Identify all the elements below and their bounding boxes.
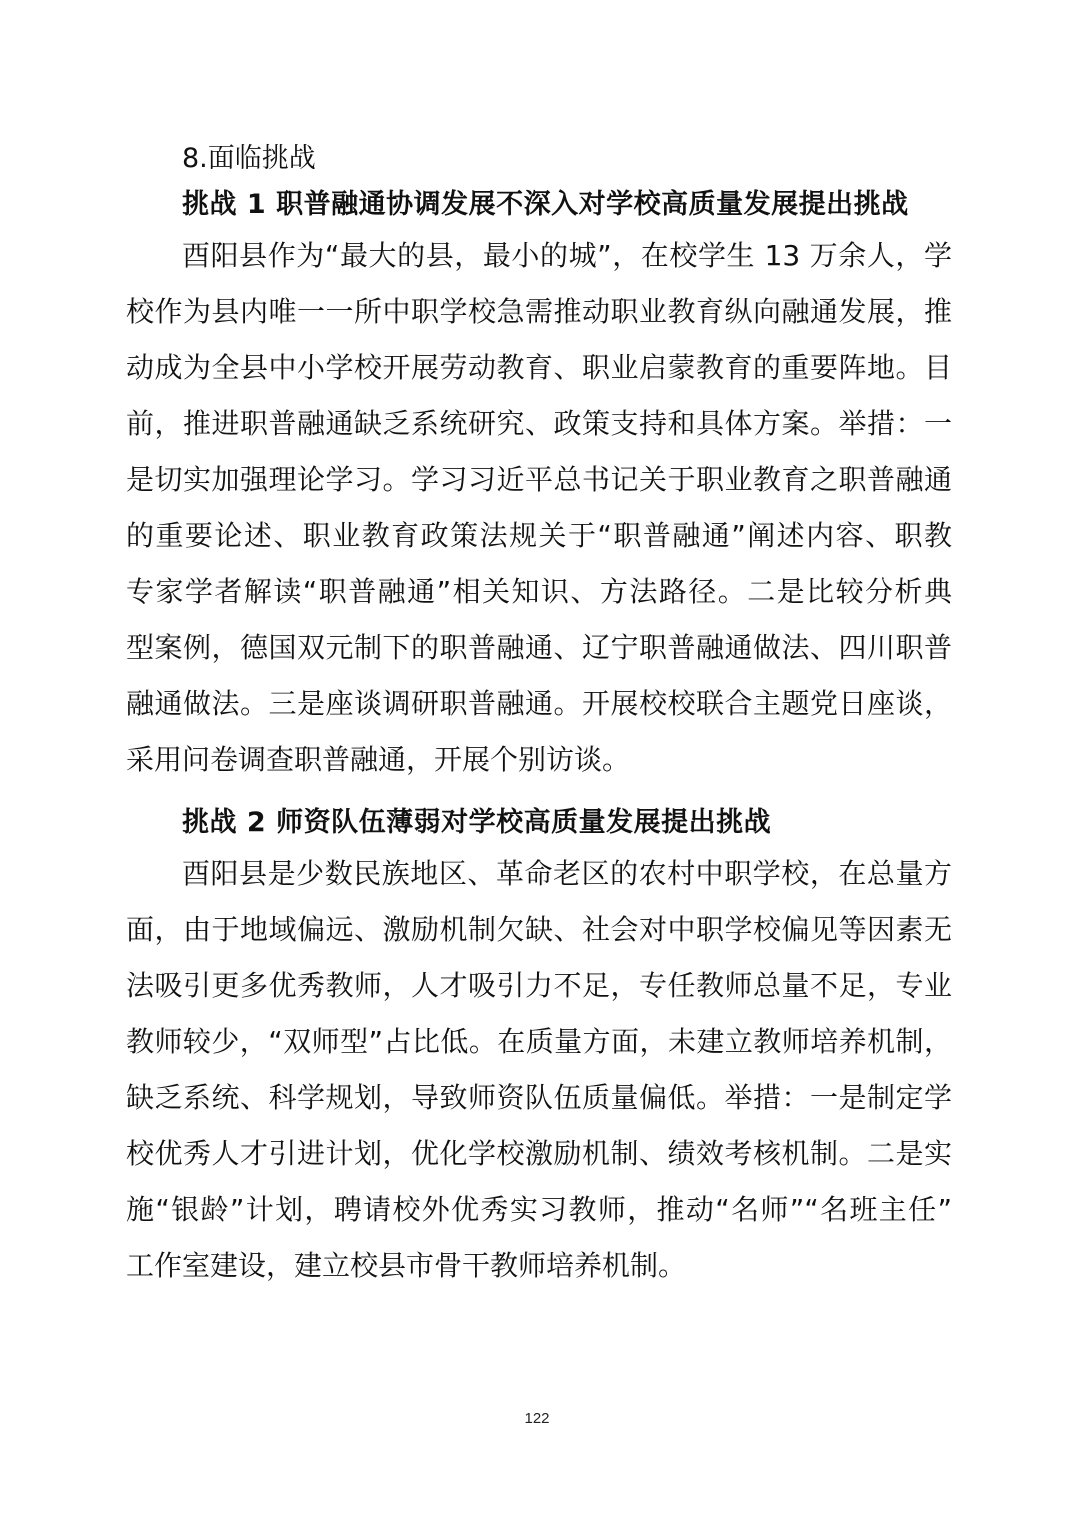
paragraph-line: 融通做法。三是座谈调研职普融通。开展校校联合主题党日座谈，	[126, 687, 952, 720]
paragraph-line: 采用问卷调查职普融通，开展个别访谈。	[126, 743, 631, 776]
challenge-2-paragraph	[126, 846, 952, 1294]
body-text	[126, 136, 952, 1294]
paragraph-line: 酉阳县作为“最大的县，最小的城”，在校学生 13 万余人，学	[182, 239, 952, 272]
challenge-2-title: 挑战 2 师资队伍薄弱对学校高质量发展提出挑战	[182, 807, 772, 838]
paragraph-line: 的重要论述、职业教育政策法规关于“职普融通”阐述内容、职教	[126, 519, 952, 552]
paragraph-line: 前，推进职普融通缺乏系统研究、政策支持和具体方案。举措：一	[126, 407, 952, 440]
paragraph-line: 型案例，德国双元制下的职普融通、辽宁职普融通做法、四川职普	[126, 631, 952, 664]
page-number: 122	[524, 1410, 550, 1427]
paragraph-line: 法吸引更多优秀教师，人才吸引力不足，专任教师总量不足，专业	[126, 969, 952, 1002]
paragraph-line: 动成为全县中小学校开展劳动教育、职业启蒙教育的重要阵地。目	[126, 351, 952, 384]
challenge-1-title: 挑战 1 职普融通协调发展不深入对学校高质量发展提出挑战	[182, 189, 909, 220]
paragraph-line: 校优秀人才引进计划，优化学校激励机制、绩效考核机制。二是实	[126, 1137, 952, 1170]
paragraph-line: 缺乏系统、科学规划，导致师资队伍质量偏低。举措：一是制定学	[126, 1081, 952, 1114]
challenge-1-paragraph	[126, 228, 952, 788]
paragraph-line: 酉阳县是少数民族地区、革命老区的农村中职学校，在总量方	[182, 857, 952, 890]
paragraph-line: 教师较少，“双师型”占比低。在质量方面，未建立教师培养机制，	[126, 1025, 952, 1058]
paragraph-line: 是切实加强理论学习。学习习近平总书记关于职业教育之职普融通	[126, 463, 952, 496]
paragraph-line: 专家学者解读“职普融通”相关知识、方法路径。二是比较分析典	[126, 575, 952, 608]
paragraph-line: 面，由于地域偏远、激励机制欠缺、社会对中职学校偏见等因素无	[126, 913, 952, 946]
section-title: 8.面临挑战	[182, 143, 316, 174]
paragraph-line: 校作为县内唯一一所中职学校急需推动职业教育纵向融通发展，推	[126, 295, 952, 328]
paragraph-line: 施“银龄”计划，聘请校外优秀实习教师，推动“名师”“名班主任”	[126, 1193, 952, 1226]
paragraph-line: 工作室建设，建立校县市骨干教师培养机制。	[126, 1249, 687, 1282]
